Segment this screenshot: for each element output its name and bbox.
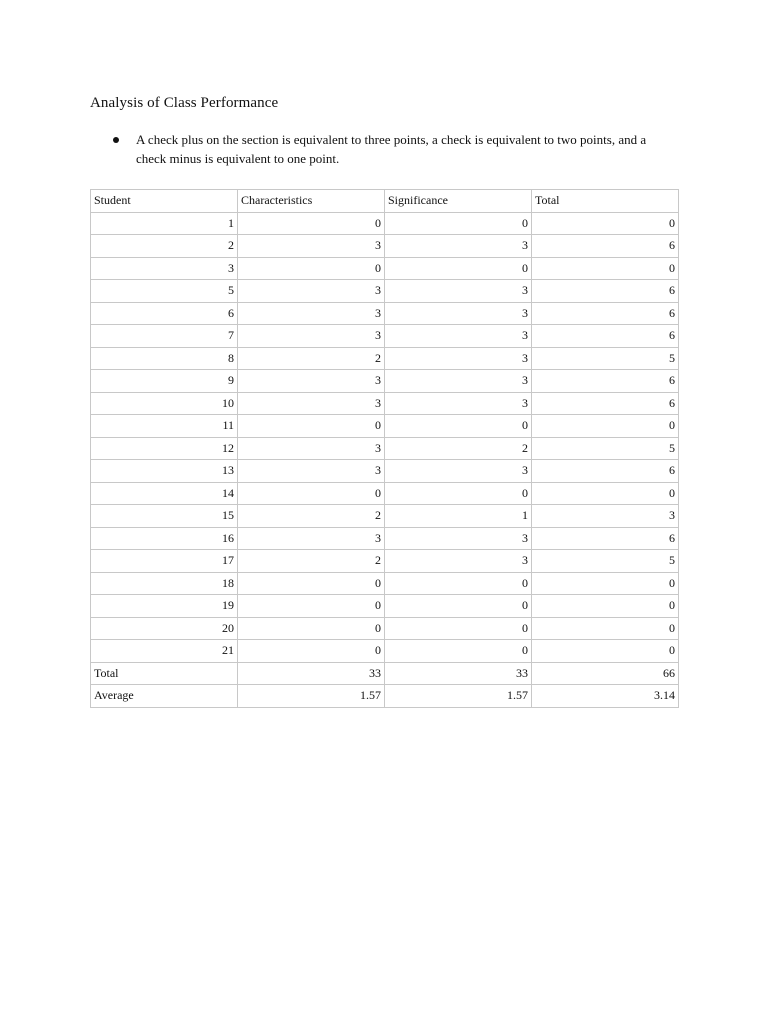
significance-cell: 0	[385, 257, 532, 280]
summary-label: Total	[91, 662, 238, 685]
significance-cell: 0	[385, 617, 532, 640]
total-cell: 3.14	[532, 685, 679, 708]
characteristics-cell: 3	[238, 302, 385, 325]
significance-cell: 3	[385, 325, 532, 348]
student-cell: 5	[91, 280, 238, 303]
total-cell: 0	[532, 482, 679, 505]
student-cell: 15	[91, 505, 238, 528]
student-cell: 20	[91, 617, 238, 640]
table-row	[91, 595, 679, 618]
significance-cell: 3	[385, 550, 532, 573]
student-cell: 3	[91, 257, 238, 280]
total-cell: 5	[532, 347, 679, 370]
total-cell: 3	[532, 505, 679, 528]
characteristics-cell: 0	[238, 595, 385, 618]
significance-cell: 0	[385, 572, 532, 595]
table-row	[91, 482, 679, 505]
significance-cell: 3	[385, 235, 532, 258]
table-row	[91, 235, 679, 258]
significance-cell: 1.57	[385, 685, 532, 708]
student-cell: 6	[91, 302, 238, 325]
characteristics-cell: 3	[238, 460, 385, 483]
student-cell: 2	[91, 235, 238, 258]
significance-cell: 3	[385, 347, 532, 370]
total-cell: 0	[532, 415, 679, 438]
table-row	[91, 572, 679, 595]
student-cell: 10	[91, 392, 238, 415]
table-row	[91, 437, 679, 460]
student-cell: 17	[91, 550, 238, 573]
bullet-icon	[113, 137, 119, 143]
table-row	[91, 527, 679, 550]
total-cell: 0	[532, 257, 679, 280]
total-cell: 0	[532, 572, 679, 595]
characteristics-cell: 0	[238, 415, 385, 438]
document-title: Analysis of Class Performance	[90, 95, 279, 111]
scoring-note-text: A check plus on the section is equivalent to three points, a check is equivalent to two points, and a check minus is equivalent to one point.	[136, 132, 647, 166]
table-row	[91, 640, 679, 663]
characteristics-cell: 3	[238, 235, 385, 258]
characteristics-cell: 0	[238, 640, 385, 663]
total-cell: 6	[532, 280, 679, 303]
table-row	[91, 392, 679, 415]
total-cell: 0	[532, 595, 679, 618]
student-cell: 14	[91, 482, 238, 505]
characteristics-cell: 3	[238, 280, 385, 303]
characteristics-cell: 3	[238, 392, 385, 415]
characteristics-cell: 1.57	[238, 685, 385, 708]
significance-cell: 3	[385, 527, 532, 550]
characteristics-cell: 2	[238, 505, 385, 528]
scoring-note	[113, 130, 673, 168]
significance-cell: 3	[385, 302, 532, 325]
total-cell: 6	[532, 302, 679, 325]
summary-row	[91, 685, 679, 708]
student-cell: 11	[91, 415, 238, 438]
total-cell: 0	[532, 617, 679, 640]
total-cell: 5	[532, 550, 679, 573]
characteristics-cell: 0	[238, 482, 385, 505]
summary-label: Average	[91, 685, 238, 708]
characteristics-cell: 33	[238, 662, 385, 685]
significance-cell: 0	[385, 212, 532, 235]
significance-cell: 3	[385, 370, 532, 393]
table-row	[91, 325, 679, 348]
total-cell: 0	[532, 212, 679, 235]
significance-cell: 3	[385, 280, 532, 303]
student-cell: 9	[91, 370, 238, 393]
characteristics-cell: 0	[238, 212, 385, 235]
total-cell: 5	[532, 437, 679, 460]
bullet-list	[113, 130, 673, 168]
significance-cell: 0	[385, 640, 532, 663]
student-cell: 7	[91, 325, 238, 348]
table-row	[91, 347, 679, 370]
table-row	[91, 212, 679, 235]
total-cell: 6	[532, 370, 679, 393]
table-row	[91, 617, 679, 640]
column-header-student: Student	[91, 190, 238, 213]
characteristics-cell: 2	[238, 347, 385, 370]
significance-cell: 1	[385, 505, 532, 528]
column-header-total: Total	[532, 190, 679, 213]
total-cell: 6	[532, 392, 679, 415]
student-cell: 16	[91, 527, 238, 550]
table-row	[91, 370, 679, 393]
characteristics-cell: 3	[238, 437, 385, 460]
table-row	[91, 505, 679, 528]
student-cell: 21	[91, 640, 238, 663]
total-cell: 6	[532, 527, 679, 550]
performance-table	[90, 189, 679, 708]
student-cell: 13	[91, 460, 238, 483]
total-cell: 0	[532, 640, 679, 663]
characteristics-cell: 3	[238, 325, 385, 348]
significance-cell: 2	[385, 437, 532, 460]
column-header-significance: Significance	[385, 190, 532, 213]
total-cell: 6	[532, 460, 679, 483]
characteristics-cell: 0	[238, 617, 385, 640]
column-header-characteristics: Characteristics	[238, 190, 385, 213]
table-header-row	[91, 190, 679, 213]
table-row	[91, 257, 679, 280]
student-cell: 18	[91, 572, 238, 595]
table-row	[91, 415, 679, 438]
table-row	[91, 280, 679, 303]
significance-cell: 33	[385, 662, 532, 685]
total-cell: 6	[532, 235, 679, 258]
significance-cell: 0	[385, 482, 532, 505]
significance-cell: 0	[385, 415, 532, 438]
characteristics-cell: 0	[238, 257, 385, 280]
student-cell: 19	[91, 595, 238, 618]
student-cell: 8	[91, 347, 238, 370]
total-cell: 66	[532, 662, 679, 685]
significance-cell: 3	[385, 392, 532, 415]
table-body	[91, 212, 679, 707]
characteristics-cell: 3	[238, 370, 385, 393]
student-cell: 12	[91, 437, 238, 460]
characteristics-cell: 0	[238, 572, 385, 595]
table-row	[91, 302, 679, 325]
significance-cell: 0	[385, 595, 532, 618]
table-row	[91, 460, 679, 483]
total-cell: 6	[532, 325, 679, 348]
summary-row	[91, 662, 679, 685]
characteristics-cell: 2	[238, 550, 385, 573]
significance-cell: 3	[385, 460, 532, 483]
characteristics-cell: 3	[238, 527, 385, 550]
table-row	[91, 550, 679, 573]
student-cell: 1	[91, 212, 238, 235]
